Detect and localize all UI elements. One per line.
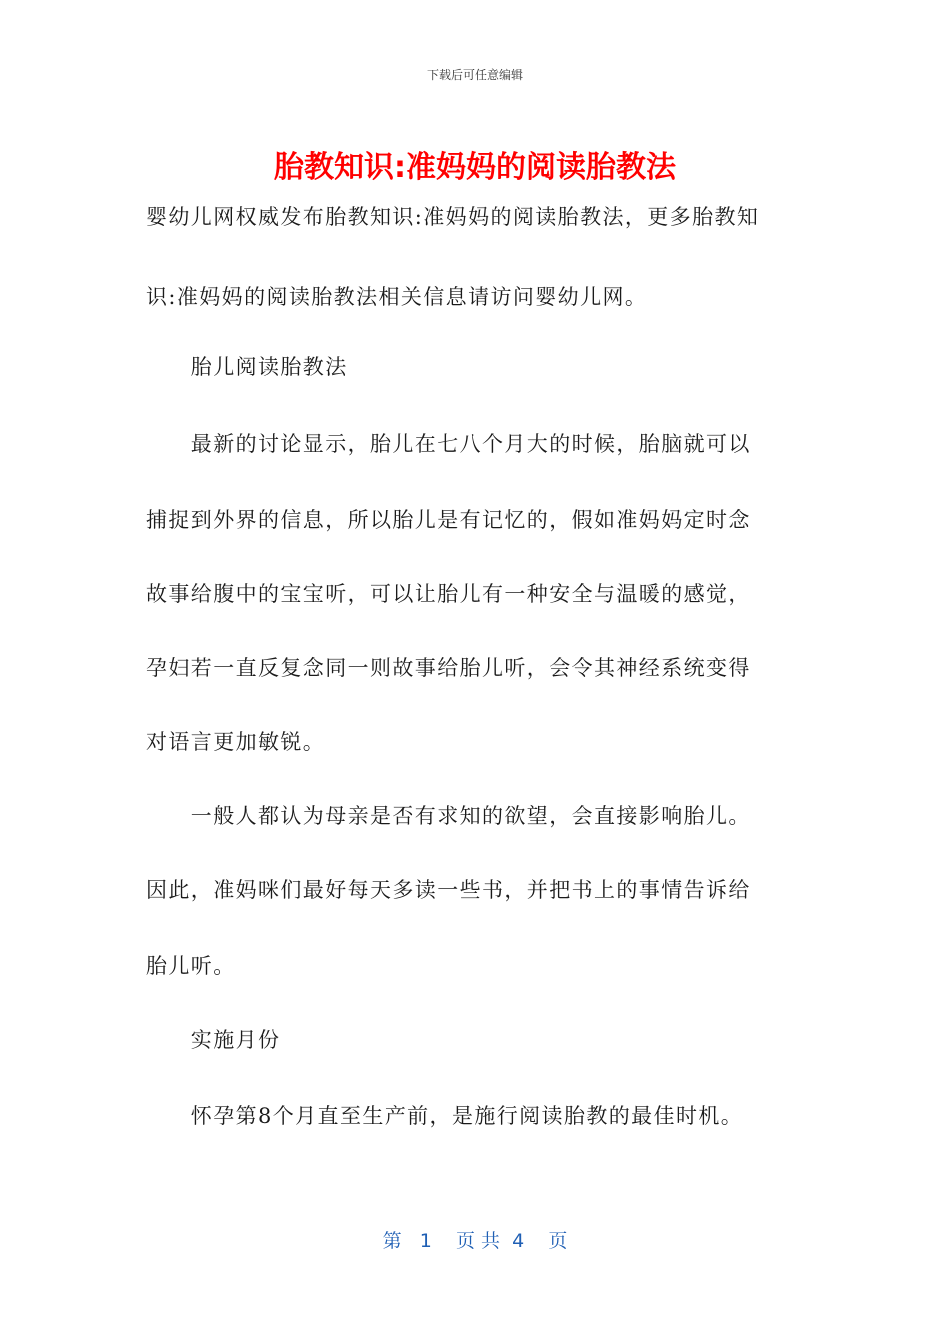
paragraph-line: 孕妇若一直反复念同一则故事给胎儿听，会令其神经系统变得	[146, 656, 751, 680]
paragraph-line: 怀孕第8个月直至生产前，是施行阅读胎教的最佳时机。	[146, 1104, 744, 1128]
page-number: 1	[419, 1230, 432, 1252]
paragraph-line: 胎儿听。	[146, 954, 236, 978]
paragraph-line: 婴幼儿网权威发布胎教知识:准妈妈的阅读胎教法，更多胎教知	[146, 205, 760, 229]
page-total: 4	[512, 1230, 525, 1252]
paragraph-line: 最新的讨论显示，胎儿在七八个月大的时候，胎脑就可以	[146, 432, 751, 456]
paragraph-line: 故事给腹中的宝宝听，可以让胎儿有一种安全与温暖的感觉，	[146, 582, 751, 606]
header-note: 下载后可任意编辑	[426, 68, 523, 82]
document-title: 胎教知识:准妈妈的阅读胎教法	[274, 150, 676, 185]
section-heading: 实施月份	[146, 1028, 281, 1052]
paragraph-line: 对语言更加敏锐。	[146, 730, 326, 754]
paragraph-line: 捕捉到外界的信息，所以胎儿是有记忆的，假如准妈妈定时念	[146, 508, 751, 532]
paragraph-line: 一般人都认为母亲是否有求知的欲望，会直接影响胎儿。	[146, 804, 751, 828]
footer-prefix: 第	[382, 1230, 402, 1252]
page-footer	[0, 1226, 950, 1253]
paragraph-line: 识:准妈妈的阅读胎教法相关信息请访问婴幼儿网。	[146, 285, 648, 309]
footer-middle: 页 共	[455, 1230, 501, 1252]
paragraph-line: 因此，准妈咪们最好每天多读一些书，并把书上的事情告诉给	[146, 878, 751, 902]
section-heading: 胎儿阅读胎教法	[146, 355, 348, 379]
footer-suffix: 页	[548, 1230, 568, 1252]
